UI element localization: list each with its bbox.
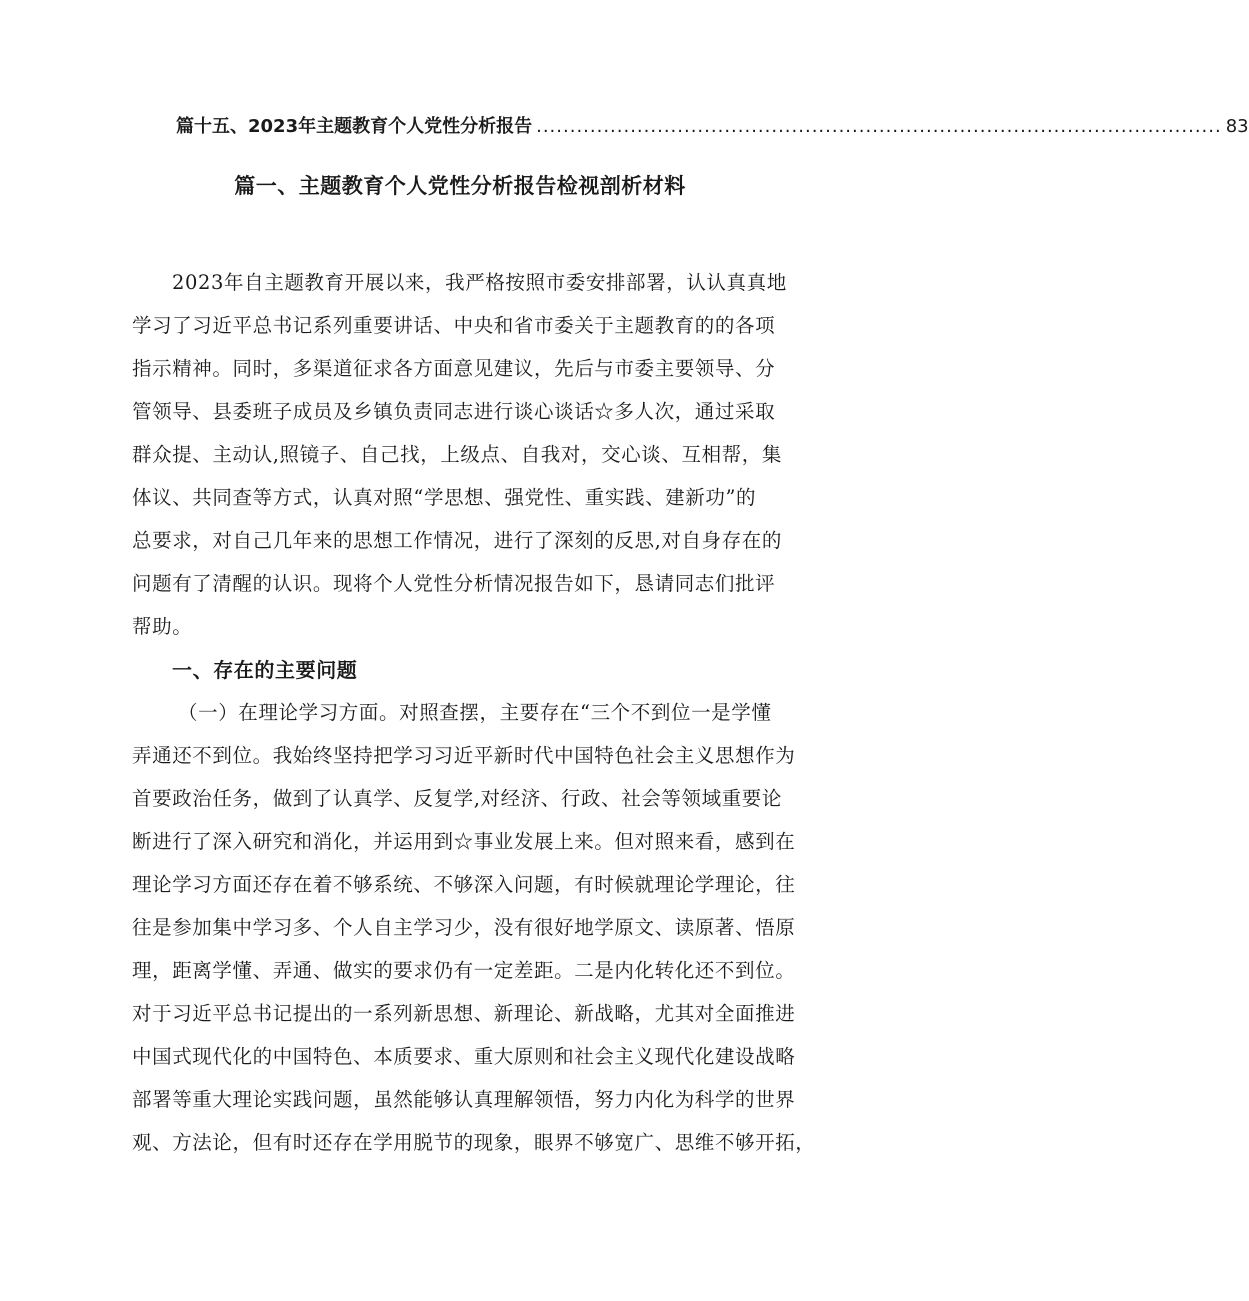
toc-entry-title: 篇十五、2023年主题教育个人党性分析报告 [176, 116, 533, 137]
section-line: 弄通还不到位。我始终坚持把学习习近平新时代中国特色社会主义思想作为 [132, 744, 796, 767]
section-line: 断进行了深入研究和消化，并运用到☆事业发展上来。但对照来看，感到在 [132, 830, 796, 853]
intro-line: 群众提、主动认,照镜子、自己找，上级点、自我对，交心谈、互相帮，集 [132, 443, 782, 466]
document-body [132, 268, 816, 1171]
intro-line: 指示精神。同时，多渠道征求各方面意见建议，先后与市委主要领导、分 [132, 357, 776, 380]
section-line: 首要政治任务，做到了认真学、反复学,对经济、行政、社会等领域重要论 [132, 787, 782, 810]
section-line: 观、方法论，但有时还存在学用脱节的现象，眼界不够宽广、思维不够开拓， [132, 1131, 816, 1154]
section-line: 中国式现代化的中国特色、本质要求、重大原则和社会主义现代化建设战略 [132, 1045, 796, 1068]
document-title: 篇一、主题教育个人党性分析报告检视剖析材料 [234, 174, 686, 198]
intro-line: 管领导、县委班子成员及乡镇负责同志进行谈心谈话☆多人次，通过采取 [132, 400, 776, 423]
toc-dot-leader: ...................................................................................................... [536, 116, 1222, 137]
section-line: 理，距离学懂、弄通、做实的要求仍有一定差距。二是内化转化还不到位。 [132, 959, 796, 982]
toc-page-number: 83 [1225, 116, 1249, 137]
section-heading: 一、存在的主要问题 [172, 658, 358, 682]
intro-line: 总要求，对自己几年来的思想工作情况，进行了深刻的反思,对自身存在的 [132, 529, 782, 552]
intro-line: 2023年自主题教育开展以来，我严格按照市委安排部署，认认真真地 [172, 271, 787, 294]
section-line: 部署等重大理论实践问题，虽然能够认真理解领悟，努力内化为科学的世界 [132, 1088, 796, 1111]
section-line: （一）在理论学习方面。对照查摆，主要存在“三个不到位一是学懂 [178, 701, 772, 724]
intro-line: 帮助。 [132, 615, 193, 638]
section-line: 理论学习方面还存在着不够系统、不够深入问题，有时候就理论学理论，往 [132, 873, 796, 896]
section-line: 往是参加集中学习多、个人自主学习少，没有很好地学原文、读原著、悟原 [132, 916, 796, 939]
intro-line: 体议、共同查等方式，认真对照“学思想、强党性、重实践、建新功”的 [132, 486, 757, 509]
intro-line: 问题有了清醒的认识。现将个人党性分析情况报告如下，恳请同志们批评 [132, 572, 776, 595]
toc-entry[interactable] [176, 112, 1249, 142]
intro-line: 学习了习近平总书记系列重要讲话、中央和省市委关于主题教育的的各项 [132, 314, 776, 337]
section-line: 对于习近平总书记提出的一系列新思想、新理论、新战略，尤其对全面推进 [132, 1002, 796, 1025]
